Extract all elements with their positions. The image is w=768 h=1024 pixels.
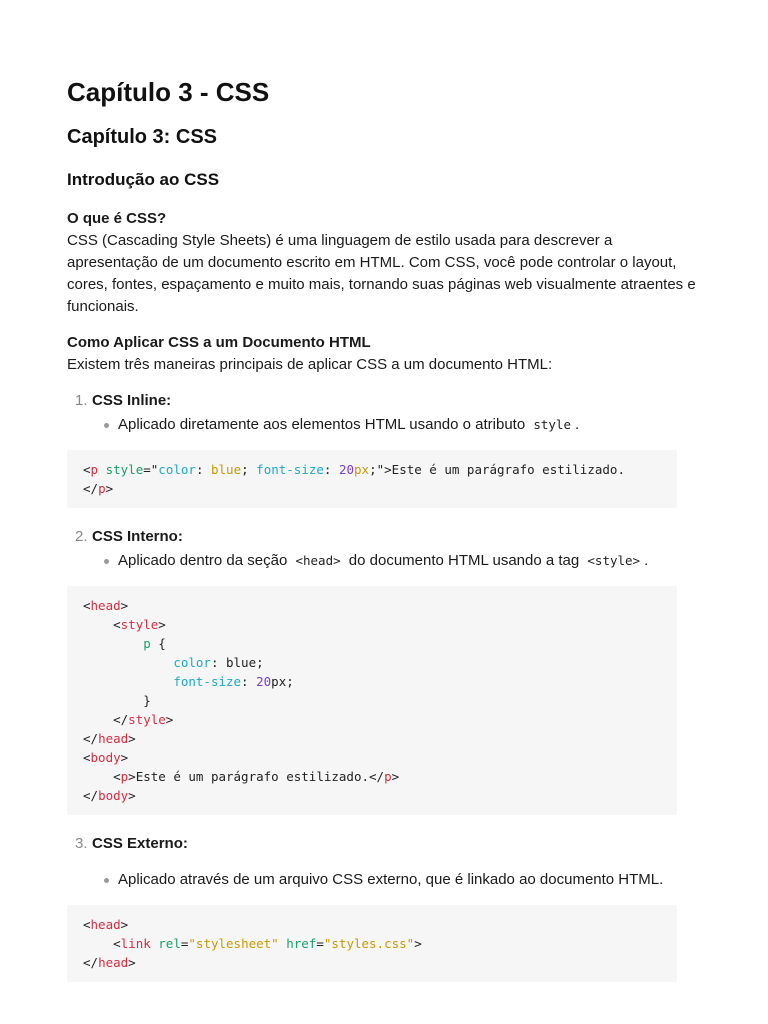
inline-code: <style>: [587, 553, 641, 568]
method-bullets: [92, 414, 703, 436]
inline-code: style: [533, 417, 571, 432]
what-is-css-block: [67, 208, 703, 318]
bullet-text: Aplicado diretamente aos elementos HTML usando o atributo: [118, 416, 526, 433]
code-block-internal: <head> <style> p { color: blue; font-size: 20px; } </style> </head> <body> <p>Este é um parágrafo estilizado.</p> </body>: [67, 586, 677, 815]
method-bullets: [92, 869, 703, 891]
method-title: CSS Externo:: [92, 835, 188, 852]
list-number: 3.: [75, 835, 88, 852]
document-title: Capítulo 3 - CSS: [67, 77, 270, 107]
code-block-external: <head> <link rel="stylesheet" href="styles.css"> </head>: [67, 905, 677, 982]
inline-code: <head>: [295, 553, 341, 568]
how-to-apply-text: Existem três maneiras principais de aplicar CSS a um documento HTML:: [67, 356, 553, 373]
bullet-text-end: .: [575, 416, 580, 433]
bullet-item: [92, 414, 703, 436]
bullet-item: [92, 869, 703, 891]
bullet-text: Aplicado dentro da seção: [118, 552, 288, 569]
method-internal: [67, 526, 703, 815]
how-to-apply-block: [67, 332, 703, 376]
code-block-inline: <p style="color: blue; font-size: 20px;">Este é um parágrafo estilizado. </p>: [67, 450, 677, 508]
bullet-text-end: .: [644, 552, 649, 569]
chapter-heading: Capítulo 3: CSS: [67, 126, 218, 148]
bullet-text-mid: do documento HTML usando a tag: [348, 552, 580, 569]
bullet-text: Aplicado através de um arquivo CSS externo, que é linkado ao documento HTML.: [118, 871, 664, 888]
section-heading: Introdução ao CSS: [67, 170, 220, 189]
method-external: [67, 833, 703, 982]
bullet-item: [92, 550, 703, 572]
list-number: 2.: [75, 528, 88, 545]
document-page: [67, 74, 703, 982]
method-title: CSS Inline:: [92, 392, 172, 409]
method-bullets: [92, 550, 703, 572]
method-title: CSS Interno:: [92, 528, 183, 545]
list-number: 1.: [75, 392, 88, 409]
what-is-css-text: CSS (Cascading Style Sheets) é uma linguagem de estilo usada para descrever a apresentação de um documento escrito em HTML. Com CSS, você pode controlar o layout, cores, fontes, espaçamento e muito mais, tornando suas páginas web visualmente atraentes e funcionais.: [67, 232, 696, 315]
how-to-apply-heading: Como Aplicar CSS a um Documento HTML: [67, 334, 371, 351]
what-is-css-heading: O que é CSS?: [67, 210, 167, 227]
method-inline: [67, 390, 703, 508]
methods-list: [67, 390, 703, 982]
